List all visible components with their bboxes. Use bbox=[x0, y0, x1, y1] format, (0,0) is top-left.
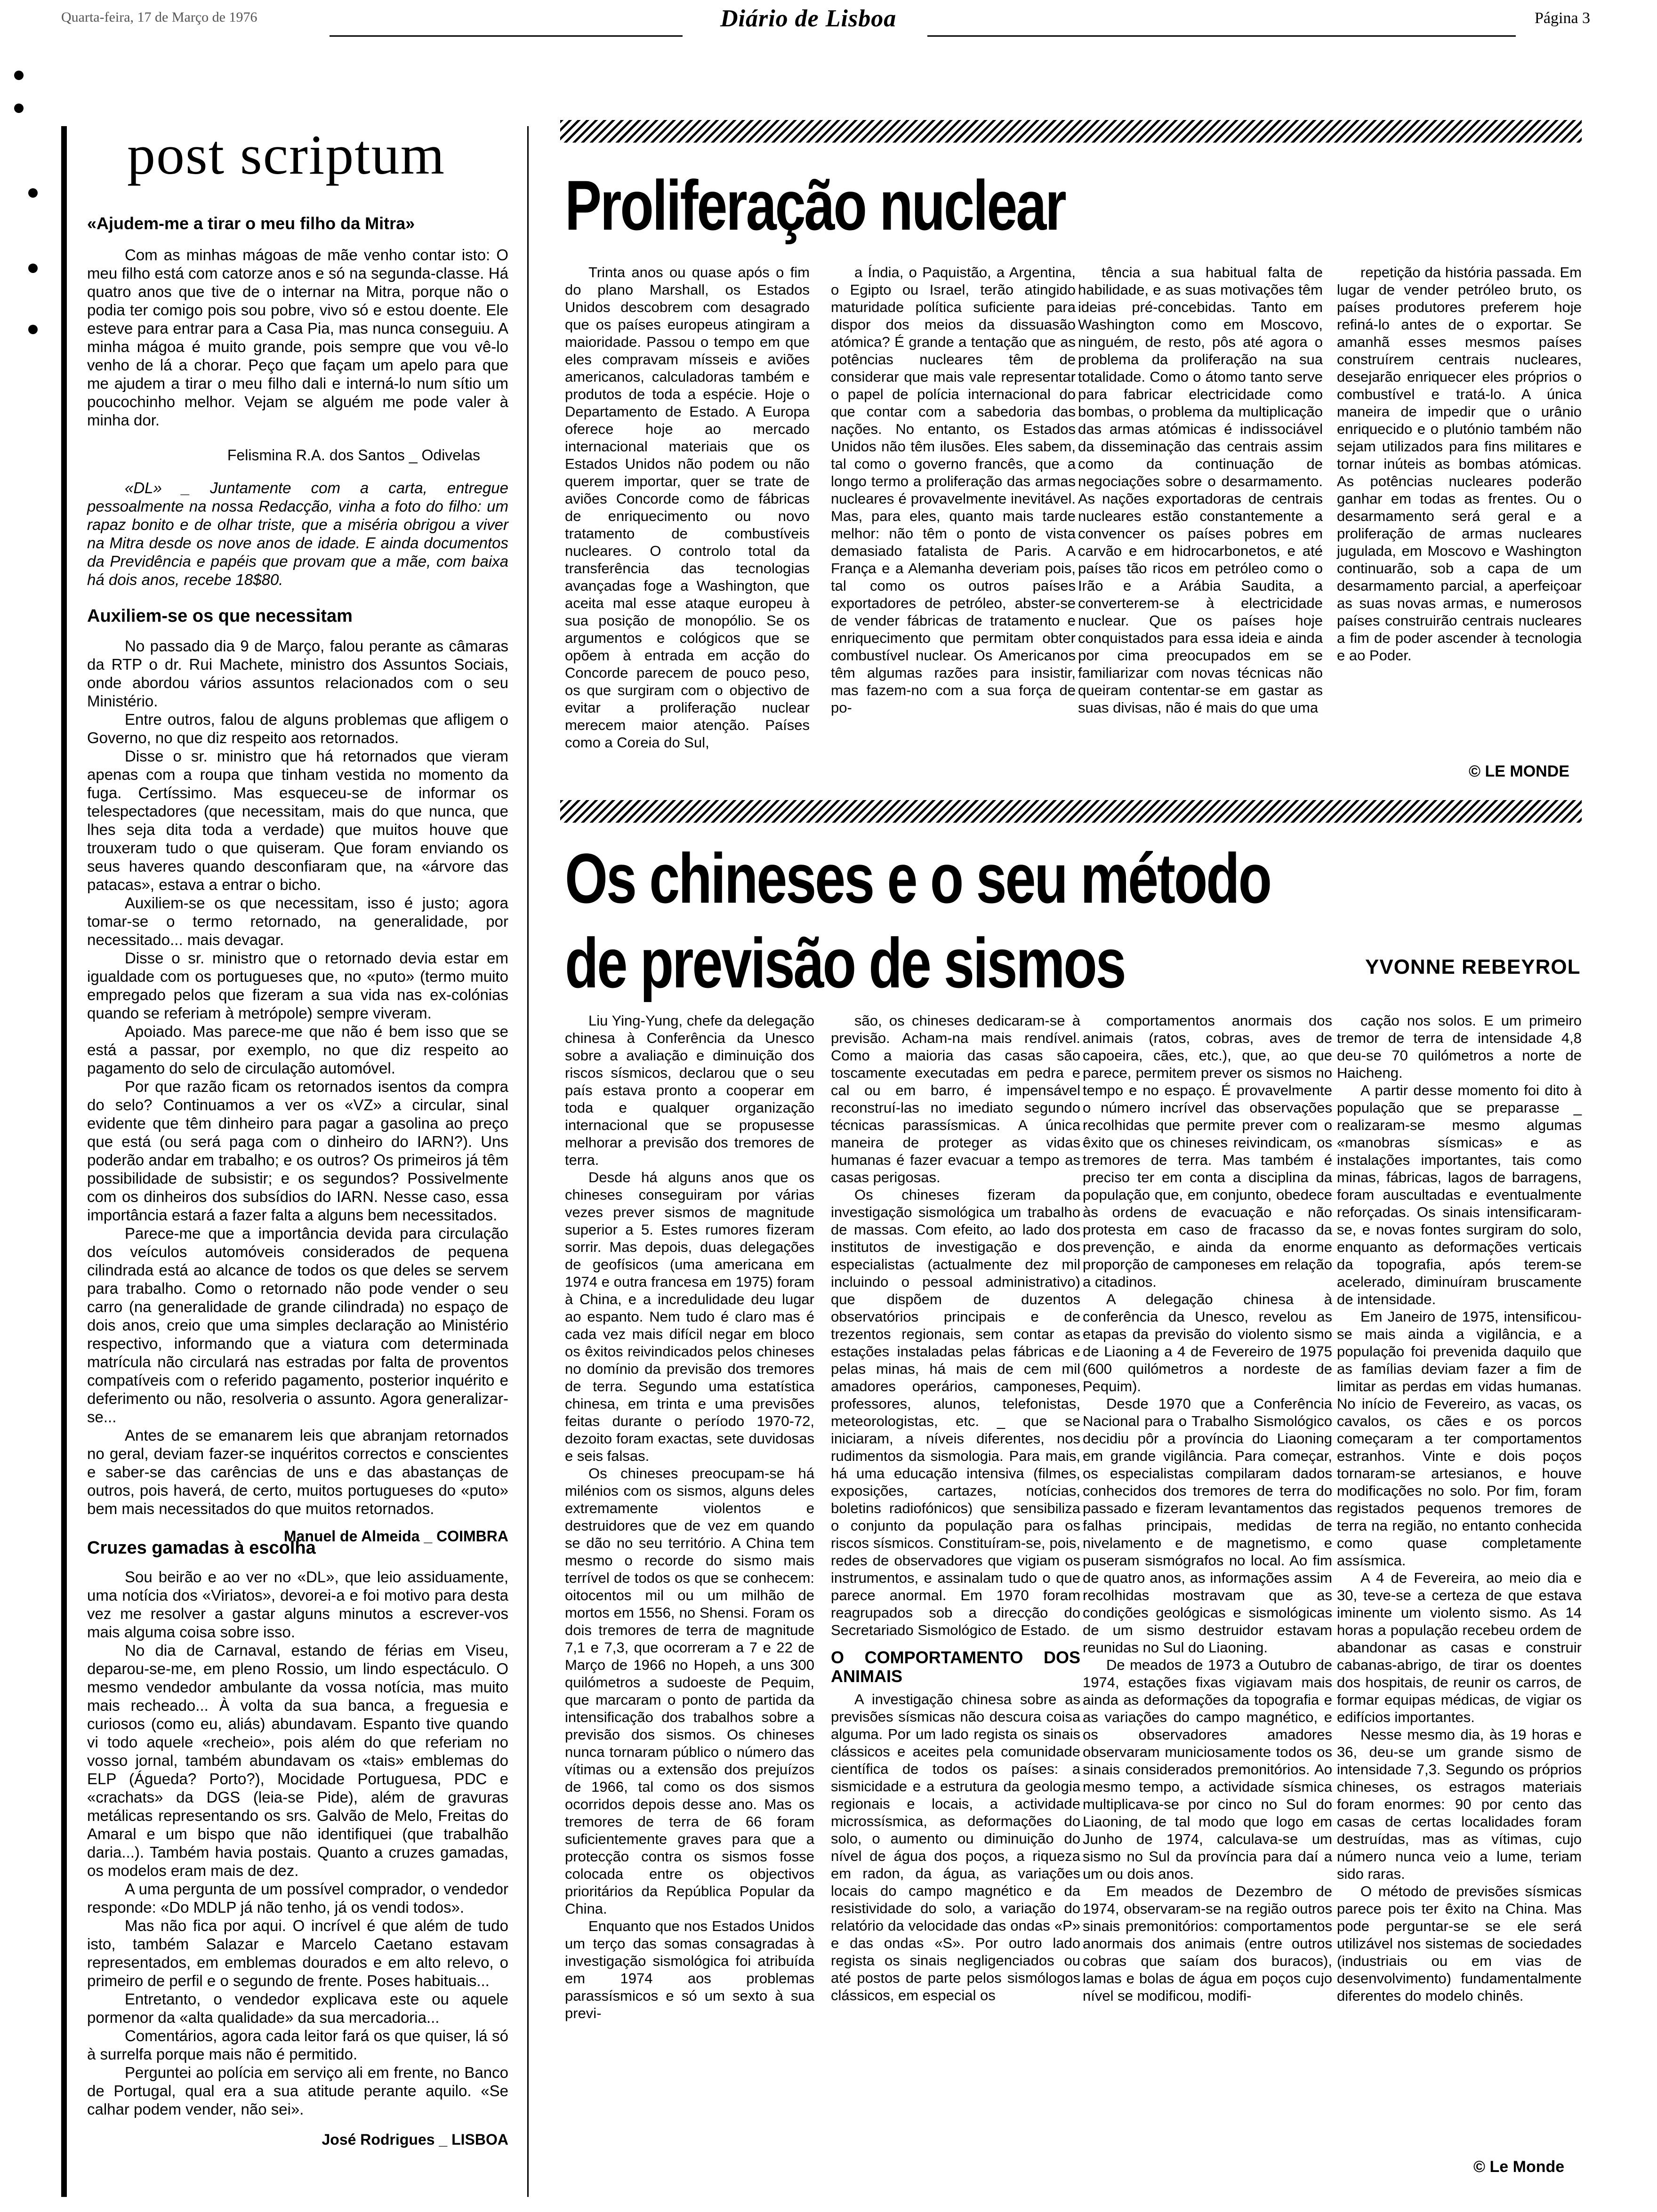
paragraph: a Índia, o Paquistão, a Argentina, o Egipto ou Israel, terão atingido maturidade política suficiente para dispor dos meios da dissuasão atómica? É grande a tentação que as potências nucleares têm de considerar que mais vale representar o papel de polícia internacional do que contar com a sabedoria das nações. No entanto, os Estados Unidos não têm ilusões. Eles sabem, tal como o governo francês, que a longo termo a proliferação das armas nucleares é provavelmente inevitável. Mas, para eles, quanto mais tarde melhor: não têm o ponto de vista demasiado fatalista de Paris. A França e a Alemanha deveriam pois, tal como os outros países exportadores de petróleo, abster-se de vender fábricas de tratamento e enriquecimento que permitam obter combustível nuclear. Os Americanos têm algumas razões para insistir, mas fazem-no com a sua força de po- bbox=[831, 264, 1076, 716]
column-separator bbox=[527, 126, 529, 2197]
article-1-column bbox=[565, 264, 810, 751]
paragraph: No passado dia 9 de Março, falou perante as câmaras da RTP o dr. Rui Machete, ministro dos Assuntos Sociais, onde abordou vários assuntos relacionados com o seu Ministério. bbox=[87, 637, 508, 710]
section-title: post scriptum bbox=[127, 123, 445, 186]
header-date: Quarta-feira, 17 de Março de 1976 bbox=[61, 9, 257, 25]
paragraph: Liu Ying-Yung, chefe da delegação chinesa à Conferência da Unesco sobre a avaliação e diminuição dos riscos sísmicos, declarou que o seu país estava pronto a cooperar em toda e qualquer organização internacional que se propusesse melhorar a previsão dos tremores de terra. bbox=[565, 1012, 814, 1168]
header-rule bbox=[927, 35, 1516, 37]
article-2-credit: © Le Monde bbox=[1473, 2158, 1565, 2176]
article-1-credit: © LE MONDE bbox=[1469, 762, 1569, 780]
article-2-column-2 bbox=[831, 1012, 1080, 2004]
letter-1-title: «Ajudem-me a tirar o meu filho da Mitra» bbox=[87, 214, 415, 233]
letter-1-body: Com as minhas mágoas de mãe venho contar isto: O meu filho está com catorze anos e só na segunda-classe. Há quatro anos que tive de o internar na Mitra, porque não o podia ter comigo pois sou pobre, vivo só e estou doente. Ele esteve para entrar para a Casa Pia, mas nunca conseguiu. A minha mágoa é muito grande, pois sempre que vou vê-lo venho de lá a chorar. Peço que façam um apelo para que me ajudem a tirar o meu filho dali e interná-lo num sítio um poucochinho melhor. Vejam se alguém me pode valer à minha dor. bbox=[87, 246, 508, 429]
paragraph: A delegação chinesa à conferência da Unesco, revelou as etapas da previsão do violento sismo de Liaoning a 4 de Fevereiro de 1975 (600 quilómetros a nordeste de Pequim). bbox=[1083, 1291, 1332, 1395]
paragraph: No dia de Carnaval, estando de férias em Viseu, deparou-se-me, em pleno Rossio, um lindo espectáculo. O mesmo vendedor ambulante da vossa notícia, mas muito mais recheado... À volta da sua banca, a freguesia e curiosos (como eu, aliás) abundavam. Espanto tive quando vi todo aquele «recheio», pois além do que referiam no vosso jornal, também abundavam os «tais» emblemas do ELP (Águeda? Porto?), Mocidade Portuguesa, PDC e «crachats» da DGS (leia-se Pide), além de gravuras metálicas representando os srs. Galvão de Melo, Freitas do Amaral e um bispo que não identifiquei (que trabalhão daria...). Também havia postais. Quanto a cruzes gamadas, os modelos eram mais de dez. bbox=[87, 1642, 508, 1879]
paragraph: são, os chineses dedicaram-se à previsão. Acham-na mais rendível. Como a maioria das casas são toscamente executadas em pedra e cal ou em barro, é impensável reconstruí-las no imediato segundo técnicas parassísmicas. A única maneira de proteger as vidas humanas é fazer evacuar a tempo as casas perigosas. bbox=[831, 1012, 1080, 1186]
paragraph: Auxiliem-se os que necessitam, isso é justo; agora tomar-se o termo retornado, na generalidade, por necessitado... mais devagar. bbox=[87, 894, 508, 948]
letter-1 bbox=[87, 214, 508, 589]
paragraph: Perguntei ao polícia em serviço ali em frente, no Banco de Portugal, qual era a sua atitude perante aquilo. «Se calhar podem vender, não sei». bbox=[87, 2064, 508, 2118]
binding-hole bbox=[14, 71, 24, 80]
paragraph: Disse o sr. ministro que há retornados que vieram apenas com a roupa que tinham vestida no momento da fuga. Certíssimo. Mas esqueceu-se de informar os telespectadores (que necessitam, mais do que nunca, que lhes seja dita toda a verdade) que muitos houve que trouxeram tudo o que quiseram. Que foram enviando os seus haveres quando desconfiaram que, na «árvore das patacas», estava a entrar o bicho. bbox=[87, 747, 508, 893]
letter-1-signature: Felismina R.A. dos Santos _ Odivelas bbox=[227, 447, 480, 464]
paragraph: Antes de se emanarem leis que abranjam retornados no geral, deviam fazer-se inquéritos correctos e conscientes e saber-se das carências de uns e das abastanças de outros, pois haverá, de certo, muitos portugueses do «puto» bem mais necessitados do que muitos retornados. bbox=[87, 1427, 508, 1517]
article-2-column-1 bbox=[565, 1012, 814, 2022]
paragraph: comportamentos anormais dos animais (ratos, cobras, aves de capoeira, cães, etc.), que, ao que parece, permitem prever os sismos no tempo e no espaço. É provavelmente o número incrível das observações recolhidas que permite prever com o êxito que os chineses reivindicam, os tremores de terra. Mas também é preciso ter em conta a disciplina da população que, em conjunto, obedece às ordens de evacuação e não protesta em caso de fracasso da prevenção, e ainda da enorme proporção de camponeses em relação a citadinos. bbox=[1083, 1012, 1332, 1290]
editor-note: «DL» _ Juntamente com a carta, entregue pessoalmente na nossa Redacção, vinha a foto do filho: um rapaz bonito e de olhar triste, que a miséria obrigou a viver na Mitra desde os nove anos de idade. E ainda documentos da Previdência e papéis que provam que a mãe, com baixa há dois anos, recebe 18$80. bbox=[87, 479, 508, 588]
paragraph: Desde há alguns anos que os chineses conseguiram por várias vezes prever sismos de magnitude superior a 5. Estes rumores fizeram sorrir. Mas depois, duas delegações de geofísicos (uma americana em 1974 e outra francesa em 1975) foram à China, e a incredulidade deu lugar ao espanto. Nem tudo é claro mas é cada vez mais difícil negar em bloco os êxitos reivindicados pelos chineses no domínio da previsão dos tremores de terra. Segundo uma estatística chinesa, em trinta e uma previsões feitas durante o período 1970-72, dezoito foram exactas, sete duvidosas e seis falsas. bbox=[565, 1169, 814, 1464]
article-1-column bbox=[1078, 264, 1323, 716]
header-rule bbox=[330, 35, 683, 37]
binding-hole bbox=[28, 188, 38, 198]
paragraph: Trinta anos ou quase após o fim do plano Marshall, os Estados Unidos descobrem com desagrado que os países europeus atingiram a maioridade. Passou o tempo em que eles compravam mísseis e aviões americanos, calculadoras também e produtos de toda a espécie. Hoje o Departamento de Estado. A Europa oferece hoje ao mercado internacional materiais que os Estados Unidos não podem ou não querem importar, quer se trate de aviões Concorde como de fábricas de enriquecimento ou novo tratamento de combustíveis nucleares. O controlo total da transferência das tecnologias avançadas foge a Washington, que aceita mal esse ataque europeu à sua posição de monopólio. Se os argumentos e cológicos que se opõem à entrada em acção do Concorde parecem de pouco peso, os que surgiram com o objectivo de evitar a proliferação nuclear merecem maior atenção. Países como a Coreia do Sul, bbox=[565, 264, 810, 751]
letter-2-title: Auxiliem-se os que necessitam bbox=[87, 606, 353, 626]
article-2-column-3 bbox=[1083, 1012, 1332, 2004]
article-1-column bbox=[1337, 264, 1582, 664]
binding-hole bbox=[28, 264, 38, 273]
paragraph: Os chineses preocupam-se há milénios com os sismos, alguns deles extremamente violentos e destruidores que de vez em quando se dão no seu território. A China tem mesmo o recorde do sismo mais terrível de todos os que se conhecem: oitocentos mil ou um milhão de mortos em 1556, no Shensi. Foram os dois tremores de terra de magnitude 7,1 e 7,3, que ocorreram a 7 e 22 de Março de 1966 no Hopeh, a uns 300 quilómetros a sudoeste de Pequim, que marcaram o ponto de partida da intensificação dos trabalhos sobre a previsão dos sismos. Os chineses nunca tornaram público o número das vítimas ou a extensão dos prejuízos de 1966, tal como os dos sismos ocorridos depois desse ano. Mas os tremores de terra de 66 foram suficientemente graves para que a protecção contra os sismos fosse colocada entre os objectivos prioritários da República Popular da China. bbox=[565, 1465, 814, 1917]
paragraph: A uma pergunta de um possível comprador, o vendedor responde: «Do MDLP já não tenho, já os vendi todos». bbox=[87, 1880, 508, 1916]
paragraph: Apoiado. Mas parece-me que não é bem isso que se está a passar, por exemplo, no que diz respeito ao pagamento do selo de circulação automóvel. bbox=[87, 1023, 508, 1077]
paragraph: repetição da história passada. Em lugar de vender petróleo bruto, os países produtores preferem hoje refiná-lo antes de o exportar. Se amanhã esses mesmos países construírem centrais nucleares, desejarão enriquecer eles próprios o combustível e tratá-lo. A única maneira de impedir que o urânio enriquecido e o plutónio também não sejam utilizados para fins militares e tornar inúteis as bombas atómicas. As potências nucleares poderão ganhar em todas as frentes. Ou o desarmamento será geral e a proliferação de armas nucleares jugulada, em Moscovo e Washington continuarão, sob a capa de um desarmamento parcial, a aperfeiçoar as suas novas armas, e numerosos países construirão centrais nucleares a fim de poder ascender à tecnologia e ao Poder. bbox=[1337, 264, 1582, 664]
page-number: Página 3 bbox=[1535, 9, 1591, 27]
article-2-byline: YVONNE REBEYROL bbox=[1365, 955, 1581, 978]
binding-hole bbox=[14, 104, 24, 113]
paragraph: A 4 de Fevereira, ao meio dia e 30, teve-se a certeza de que estava iminente um violento sismo. As 14 horas a população recebeu ordem de abandonar as casas e construir cabanas-abrigo, de tirar os doentes dos hospitais, de reunir os carros, de formar equipas médicas, de vigiar os edifícios importantes. bbox=[1337, 1570, 1582, 1725]
paragraph: Parece-me que a importância devida para circulação dos veículos automóveis considerados de pequena cilindrada está ao alcance de todos os que deles se servem para trabalho. Como o retornado não pode vender o seu carro (na generalidade de grande cilindrada) no espaço de dois anos, creio que uma simples declaração ao Ministério respectivo, informando que a viatura com determinada matrícula não circulará nas estradas por falta de proventos compatíveis com o referido pagamento, posterior inquérito e deferimento ou não, resolveria o assunto. Agora generalizar-se... bbox=[87, 1225, 508, 1426]
paragraph: O método de previsões sísmicas parece pois ter êxito na China. Mas pode perguntar-se se ele será utilizável nos sistemas de sociedades (industriais ou em vias de desenvolvimento) fundamentalmente diferentes do modelo chinês. bbox=[1337, 1883, 1582, 2004]
hatched-band bbox=[560, 800, 1582, 823]
hatched-band bbox=[560, 120, 1582, 143]
paragraph: Entre outros, falou de alguns problemas que afligem o Governo, no que diz respeito aos retornados. bbox=[87, 711, 508, 746]
paragraph: A partir desse momento foi dito à população que se preparasse _ realizaram-se mesmo algumas «manobras sísmicas» e as instalações importantes, tais como minas, fábricas, lagos de barragens, foram auscultadas e eventualmente reforçadas. Os sinais intensificaram-se, e novas fontes surgiram do solo, enquanto as deformações verticais da topografia, após terem-se acelerado, diminuíram bruscamente de intensidade. bbox=[1337, 1082, 1582, 1307]
left-column-bar bbox=[61, 126, 67, 2197]
paragraph: cação nos solos. E um primeiro tremor de terra de intensidade 4,8 deu-se 70 quilómetros a norte de Haicheng. bbox=[1337, 1012, 1582, 1081]
paragraph: Por que razão ficam os retornados isentos da compra do selo? Continuamos a ver os «VZ» a circular, sinal evidente que têm dinheiro para pagar a gasolina ao preço que está (ou será paga com o dinheiro do IARN?). Uns poderão andar em trabalho; e os outros? Os primeiros já têm possibilidade de subsistir; e os segundos? Possivelmente com os dinheiros dos subsídios do IARN. Nesse caso, essa importância estará a fazer falta a alguns bem necessitados. bbox=[87, 1078, 508, 1224]
binding-hole bbox=[28, 325, 38, 334]
article-1-column bbox=[831, 264, 1076, 716]
paragraph: Nesse mesmo dia, às 19 horas e 36, deu-se um grande sismo de intensidade 7,3. Segundo os próprios chineses, os estragos materiais foram enormes: 90 por cento das casas de certas localidades foram destruídas, mas as vítimas, cujo número nunca veio a lume, teriam sido raras. bbox=[1337, 1726, 1582, 1882]
letter-2-signature: Manuel de Almeida _ COIMBRA bbox=[283, 1528, 508, 1545]
letter-3-title: Cruzes gamadas à escolha bbox=[87, 1538, 316, 1558]
paragraph: Os chineses fizeram da investigação sismológica um trabalho de massas. Com efeito, ao lado dos institutos de investigação e dos especialistas (actualmente dez mil incluindo o pessoal administrativo) que dispõem de duzentos observatórios principais e de trezentos regionais, sem contar as estações instaladas pelas fábricas e pelas minas, há mais de cem mil amadores operários, camponeses, professores, alunos, telefonistas, meteorologistas, etc. _ que se iniciaram, a níveis diferentes, nos rudimentos da sismologia. Para mais, há uma educação intensiva (filmes, exposições, cartazes, notícias, boletins radiofónicos) que sensibiliza o conjunto da população para os riscos sísmicos. Constituíram-se, pois, redes de observadores que vigiam os instrumentos, e assinalam tudo o que parece anormal. Em 1970 foram reagrupados sob a direcção do Secretariado Sismológico de Estado. bbox=[831, 1186, 1080, 1638]
article-2-column-4 bbox=[1337, 1012, 1582, 2004]
paragraph: A investigação chinesa sobre as previsões sísmicas não descura coisa alguma. Por um lado regista os sinais clássicos e aceites pela comunidade científica de todos os países: a sismicidade e a estrutura da geologia regionais e locais, a actividade microssísmica, as deformações do solo, o aumento ou diminuição do nível de água dos poços, a riqueza em radon, da água, as variações locais do campo magnético e da resistividade do solo, a variação do relatório da velocidade das ondas «P» e das ondas «S». Por outro lado regista os sinais negligenciados ou até postos de parte pelos sismólogos clássicos, em especial os bbox=[831, 1691, 1080, 2004]
paragraph: Mas não fica por aqui. O incrível é que além de tudo isto, também Salazar e Marcelo Caetano estavam representados, em emblemas dourados e em alto relevo, o primeiro de perfil e o segundo de frente. Poses habituais... bbox=[87, 1917, 508, 1989]
letter-3-signature: José Rodrigues _ LISBOA bbox=[322, 2131, 508, 2148]
paragraph: Enquanto que nos Estados Unidos um terço das somas consagradas à investigação sismológica foi atribuída em 1974 aos problemas parassísmicos e só um sexto à sua previ- bbox=[565, 1918, 814, 2021]
article-1-headline: Proliferação nuclear bbox=[565, 166, 1065, 245]
letter-2 bbox=[87, 607, 508, 1546]
paragraph: Em meados de Dezembro de 1974, observaram-se na região outros sinais premonitórios: comportamentos anormais dos animais (entre outros cobras que saíam dos buracos), lamas e bolas de água em poços cujo nível se modificou, modifi- bbox=[1083, 1883, 1332, 2004]
subhead: O COMPORTAMENTO DOS ANIMAIS bbox=[831, 1648, 1080, 1686]
paragraph: Sou beirão e ao ver no «DL», que leio assiduamente, uma notícia dos «Viriatos», devorei-a e foi motivo para desta vez me resolver a gastar alguns minutos a escrever-vos mais alguma coisa sobre isso. bbox=[87, 1568, 508, 1641]
paragraph: tência a sua habitual falta de habilidade, e as suas motivações têm ideias pré-concebidas. Tanto em Washington como em Moscovo, ninguém, de resto, pôs até agora o problema da proliferação na sua totalidade. Como o átomo tanto serve para fabricar electricidade como bombas, o problema da multiplicação das armas atómicas é indissociável da disseminação das centrais assim como da continuação de negociações sobre o desarmamento. As nações exportadoras de centrais nucleares estão constantemente a convencer os países pobres em carvão e em hidrocarbonetos, e até países tão ricos em petróleo como o Irão e a Arábia Saudita, a converterem-se à electricidade nuclear. Que os países hoje conquistados para essa ideia e ainda por cima preocupados em se familiarizar com novas técnicas não queiram contentar-se em gastar as suas divisas, não é mais do que uma bbox=[1078, 264, 1323, 716]
article-2-headline-line-2: de previsão de sismos bbox=[565, 923, 1125, 1002]
paragraph: De meados de 1973 a Outubro de 1974, estações fixas vigiavam mais ainda as deformações da topografia e as variações do campo magnético, e os observadores amadores observaram municiosamente todos os sinais considerados premonitórios. Ao mesmo tempo, a actividade sísmica multiplicava-se por cinco no Sul do Liaoning, de tal modo que logo em Junho de 1974, calculava-se um sismo no Sul da província para daí a um ou dois anos. bbox=[1083, 1657, 1332, 1882]
paragraph: Entretanto, o vendedor explicava este ou aquele pormenor da «alta qualidade» da sua mercadoria... bbox=[87, 1990, 508, 2026]
article-2-headline-line-1: Os chineses e o seu método bbox=[565, 839, 1271, 918]
paragraph: Comentários, agora cada leitor fará os que quiser, lá só à surrelfa porque mais não é permitido. bbox=[87, 2027, 508, 2063]
paragraph: Em Janeiro de 1975, intensificou-se mais ainda a vigilância, e a população foi prevenida daquilo que as famílias deviam fazer a fim de limitar as perdas em vidas humanas. No início de Fevereiro, as vacas, os cavalos, os cães e os porcos começaram a ter comportamentos estranhos. Vinte e dois poços tornaram-se artesianos, e houve modificações no solo. Por fim, foram registados pequenos tremores de terra na região, no entanto conhecida como quase completamente assísmica. bbox=[1337, 1308, 1582, 1569]
paragraph: Disse o sr. ministro que o retornado devia estar em igualdade com os portugueses que, no «puto» (termo muito empregado pelos que fizeram a sua vida nas ex-colónias quando se referiam à metrópole) sempre viveram. bbox=[87, 949, 508, 1022]
newspaper-name: Diário de Lisboa bbox=[720, 5, 897, 32]
letter-3 bbox=[87, 1539, 508, 2149]
paragraph: Desde 1970 que a Conferência Nacional para o Trabalho Sismológico decidiu pôr a província do Liaoning em grande vigilância. Para começar, os especialistas compilaram dados conhecidos dos tremores de terra do passado e fizeram levantamentos das falhas principais, medidas de nivelamento e de magnetismo, e puseram sismógrafos no local. Ao fim de quatro anos, as informações assim recolhidas mostravam que as condições geológicas e sismológicas de um sismo destruidor estavam reunidas no Sul do Liaoning. bbox=[1083, 1395, 1332, 1656]
